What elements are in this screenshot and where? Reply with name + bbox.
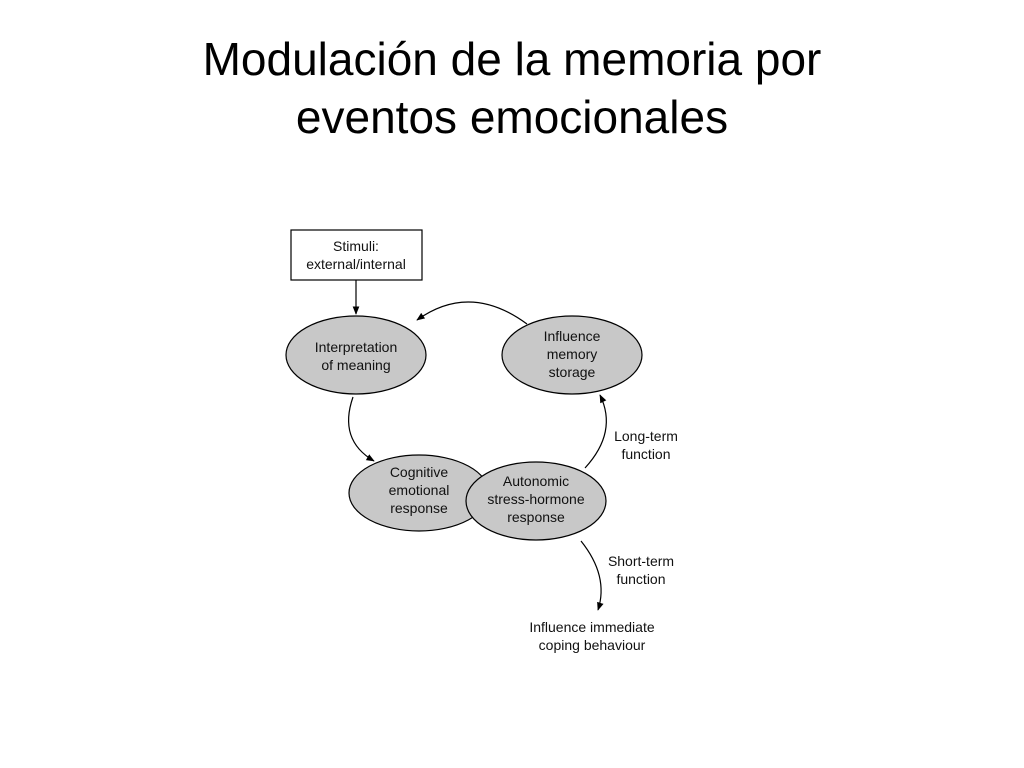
influence-memory-label-line-1: Influence xyxy=(543,328,601,344)
long-term-label-line-1: Long-term xyxy=(614,428,678,444)
stimuli-label-line-1: Stimuli: xyxy=(333,238,379,254)
stimuli-label-line-2: external/internal xyxy=(306,256,406,272)
influence-memory-node xyxy=(502,316,642,394)
autonomic-label-line-3: response xyxy=(507,509,565,525)
influence-memory-label-line-2: memory xyxy=(546,346,598,362)
arrow-autonomic-to-coping xyxy=(581,541,601,610)
coping-label-line-2: coping behaviour xyxy=(538,637,646,653)
arrow-interpretation-to-cognitive xyxy=(349,397,374,461)
short-term-label-line-2: function xyxy=(616,571,666,587)
arrow-memory-to-interpretation xyxy=(417,302,527,324)
stimuli-node xyxy=(291,230,422,280)
short-term-label-line-1: Short-term xyxy=(607,553,675,569)
autonomic-node xyxy=(466,462,606,540)
interpretation-label-line-2: of meaning xyxy=(321,357,391,373)
arrow-autonomic-to-memory xyxy=(585,395,606,468)
autonomic-label-line-1: Autonomic xyxy=(502,473,570,489)
slide-title-line-1: Modulación de la memoria por xyxy=(202,33,822,85)
coping-label-line-1: Influence immediate xyxy=(529,619,655,635)
interpretation-label-line-1: Interpretation xyxy=(314,339,398,355)
cognitive-label-line-1: Cognitive xyxy=(389,464,449,480)
long-term-label-line-2: function xyxy=(621,446,671,462)
slide-title-line-2: eventos emocionales xyxy=(295,91,729,143)
influence-memory-label-line-3: storage xyxy=(548,364,596,380)
cognitive-label-line-3: response xyxy=(390,500,448,516)
interpretation-node xyxy=(286,316,426,394)
autonomic-label-line-2: stress-hormone xyxy=(487,491,585,507)
cognitive-label-line-2: emotional xyxy=(388,482,450,498)
interpretation-ellipse xyxy=(286,316,426,394)
